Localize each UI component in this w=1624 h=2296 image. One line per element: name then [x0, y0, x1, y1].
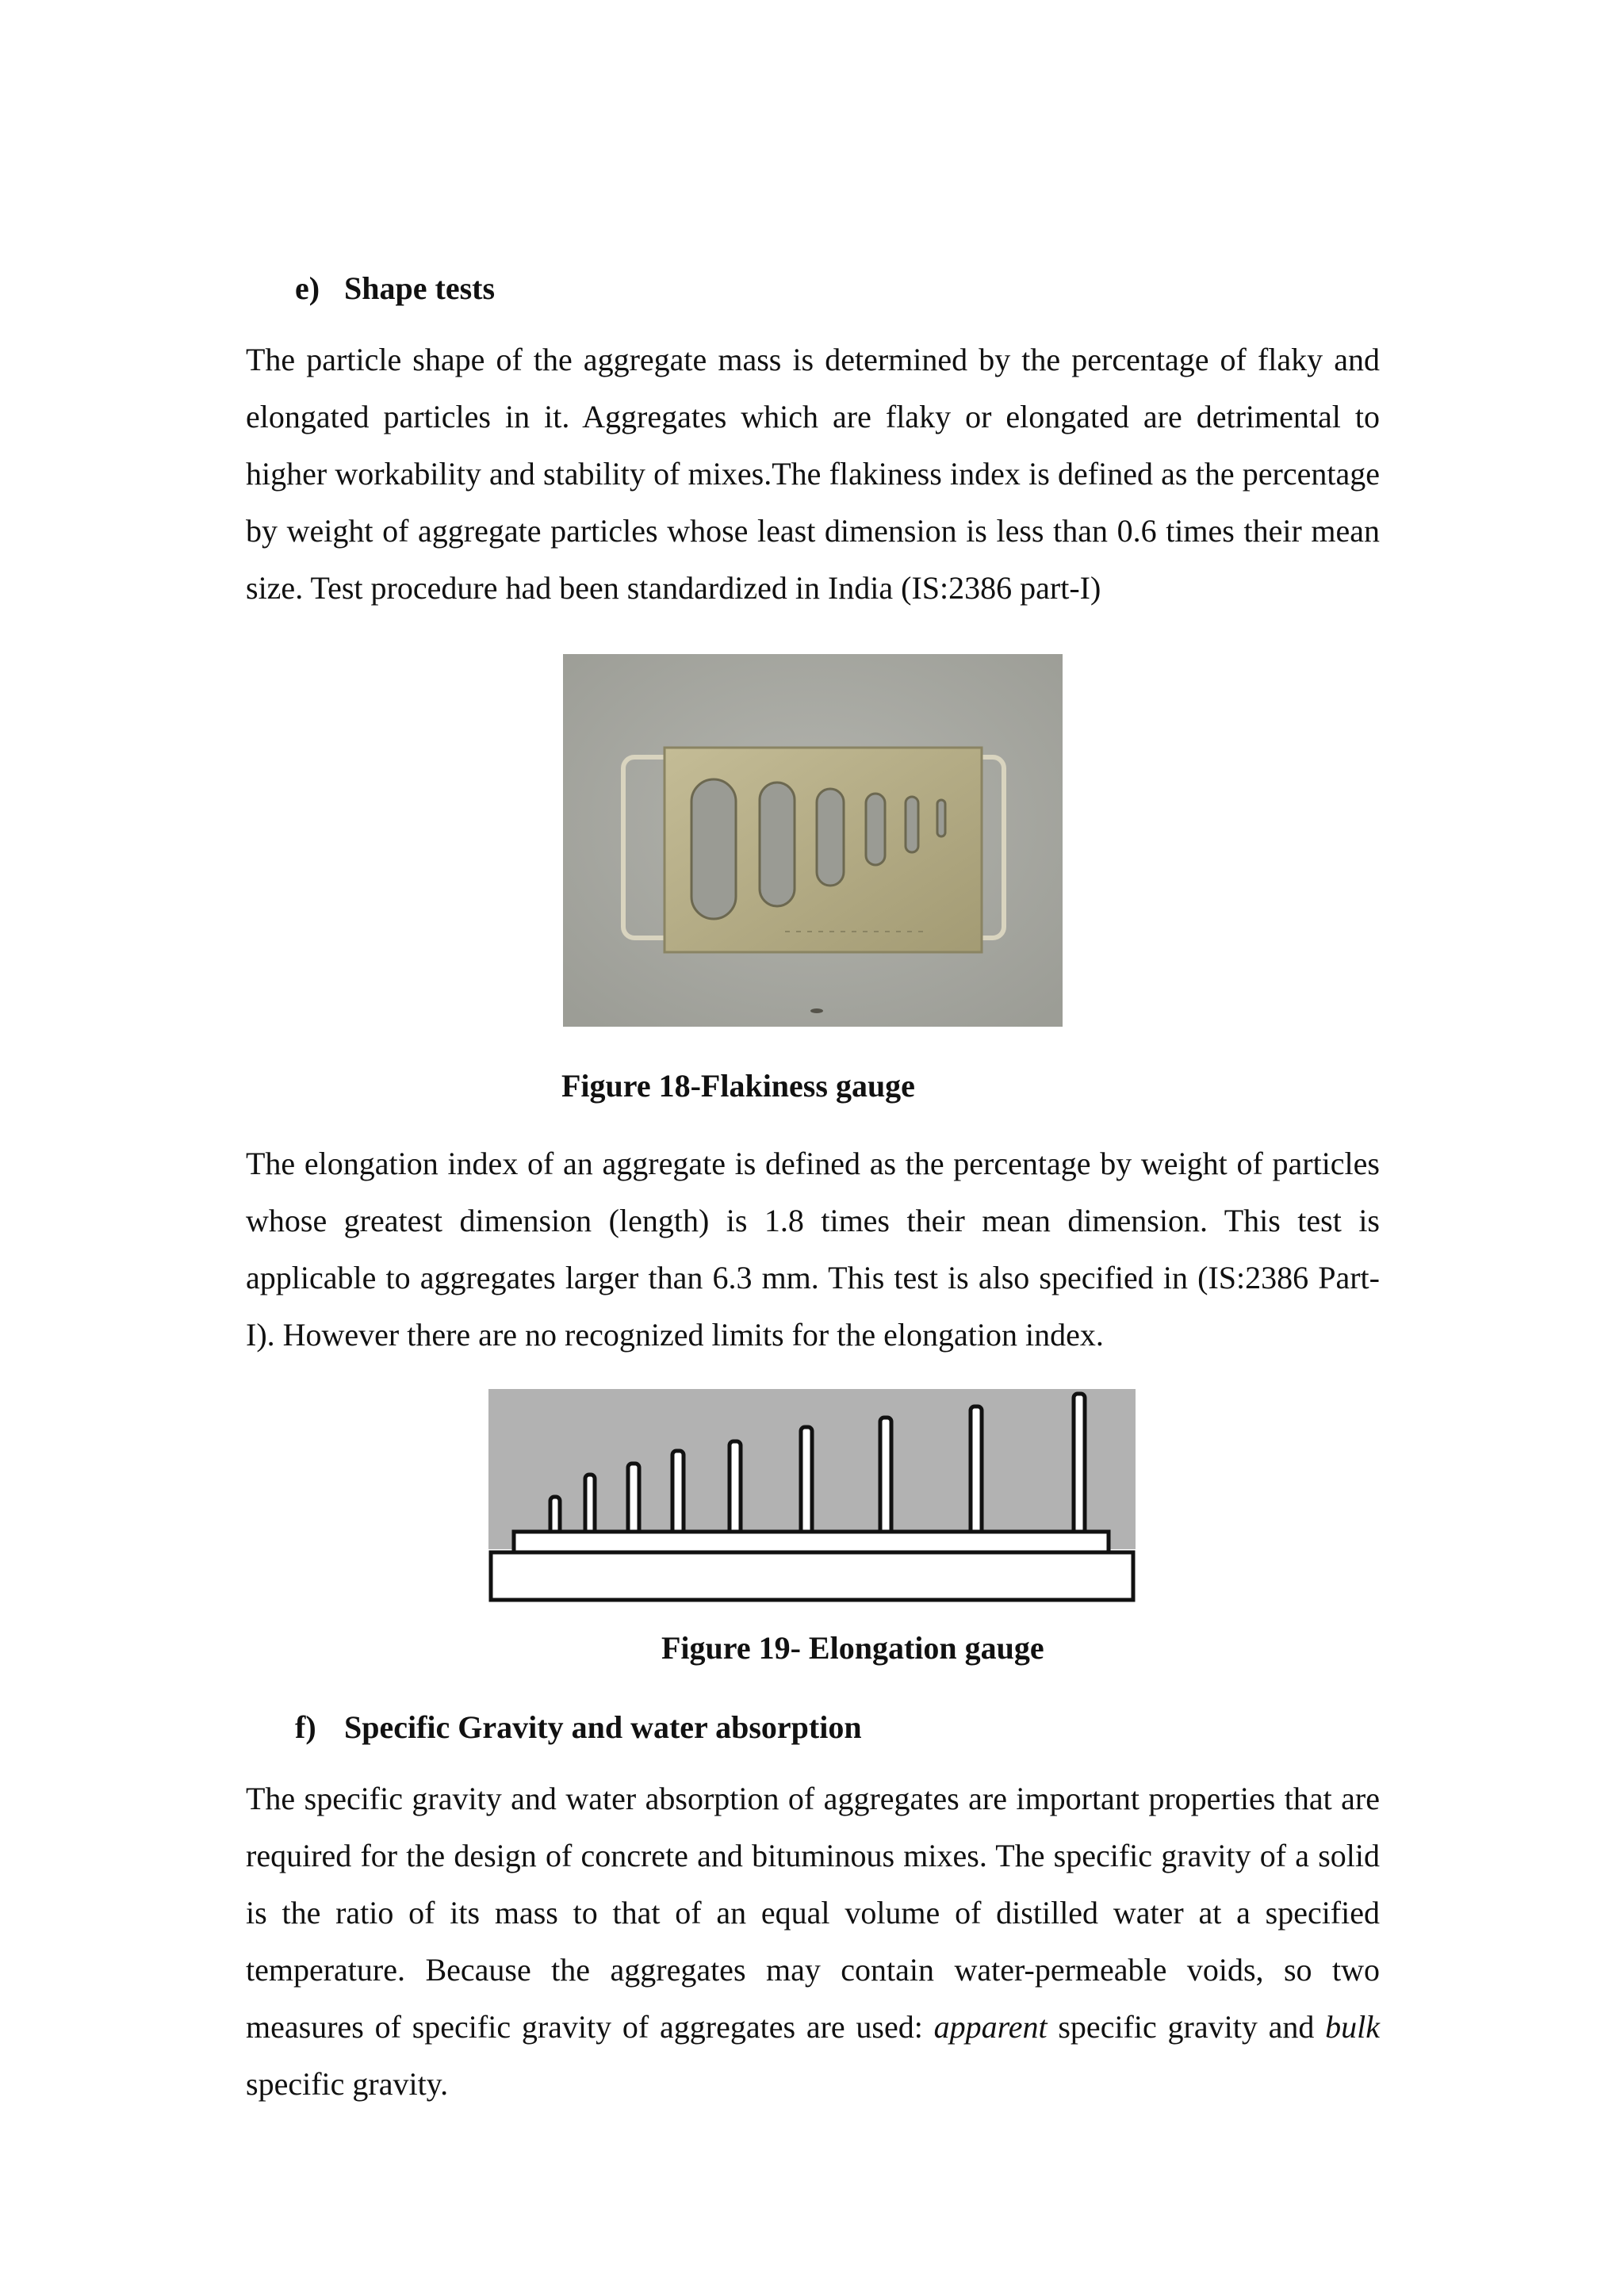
- paragraph-text: The specific gravity and water absorption of aggregates are important properties that are required for the design of concrete and bituminous mixes. The specific gravity of a solid is the ratio of its mass to that of an equal volume of distilled water at a specified temperature. Because the aggregates may contain water-permeable voids, so two measures of specific gravity of aggregates are used:: [246, 1781, 1380, 2045]
- flakiness-gauge-photo: [563, 654, 1063, 1027]
- section-label: e): [295, 270, 320, 306]
- section-heading-shape-tests: [295, 270, 495, 308]
- paragraph-text: specific gravity.: [246, 2066, 449, 2102]
- specific-gravity-paragraph: [246, 1770, 1380, 2113]
- section-title: Specific Gravity and water absorption: [344, 1709, 862, 1745]
- elongation-paragraph: The elongation index of an aggregate is defined as the percentage by weight of particles whose greatest dimension (length) is 1.8 times their mean dimension. This test is applicable to aggregates larger than 6.3 mm. This test is also specified in (IS:2386 Part-I). However there are no recognized limits for the elongation index.: [246, 1146, 1380, 1353]
- paragraph-text: specific gravity and: [1047, 2009, 1326, 2045]
- section-heading-specific-gravity: [295, 1709, 862, 1747]
- emphasis-apparent: apparent: [933, 2009, 1048, 2045]
- figure-19-caption: Figure 19- Elongation gauge: [661, 1630, 1044, 1666]
- figure-18-caption: Figure 18-Flakiness gauge: [561, 1068, 915, 1104]
- section-title: Shape tests: [344, 270, 496, 306]
- section-label: f): [295, 1709, 316, 1745]
- emphasis-bulk: bulk: [1325, 2009, 1381, 2045]
- elongation-gauge-diagram: [488, 1389, 1136, 1603]
- shape-paragraph: The particle shape of the aggregate mass is determined by the percentage of flaky and elongated particles in it. Aggregates which are flaky or elongated are detrimental to higher workability and stability of mixes.The flakiness index is defined as the percentage by weight of aggregate particles whose least dimension is less than 0.6 times their mean size. Test procedure had been standardized in India (IS:2386 part-I): [246, 342, 1380, 606]
